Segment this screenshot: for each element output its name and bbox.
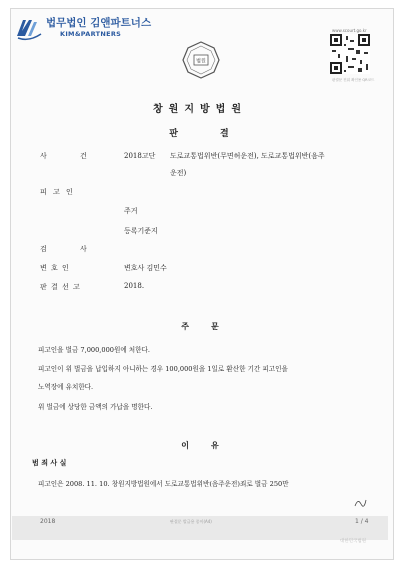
case-name-line2: 운전) (170, 169, 187, 177)
qr-url: www.scourt.go.kr (332, 28, 367, 33)
footer-page-number: 1 / 4 (355, 518, 369, 525)
case-name-line1: 도로교통법위반(무면허운전), 도로교통법위반(음주 (170, 152, 325, 160)
seal-text: 법원 (196, 58, 206, 65)
court-name: 창원지방법원 (153, 104, 247, 115)
registry-label: 등록기준지 (124, 227, 158, 235)
firm-name-en: KIM&PARTNERS (60, 30, 122, 38)
reasons-heading-right: 유 (211, 440, 219, 450)
firm-name-kr: 법무법인 김앤파트너스 (46, 17, 152, 29)
prosecutor-label-a: 검 (40, 245, 47, 253)
defendant-label: 피 고 인 (40, 188, 75, 196)
verdict-date-label: 판 결 선 고 (40, 283, 81, 291)
prosecutor-label-b: 사 (80, 245, 87, 253)
order-heading-left: 주 (181, 321, 189, 331)
firm-logo-icon (14, 14, 44, 42)
reasons-heading (0, 440, 400, 451)
qr-caption: 판결문 진위 확인용 QR코드 (332, 78, 375, 82)
court-seal-icon (181, 40, 221, 80)
footer-paper-note: 판결문 발급용 종이(A4) (170, 519, 212, 524)
verdict-date-value: 2018. (124, 282, 145, 290)
reasons-heading-left: 이 (181, 440, 189, 450)
footer-case-year: 2018 (40, 518, 56, 525)
title-right: 결 (220, 129, 231, 139)
order-line-1: 피고인을 벌금 7,000,000원에 처한다. (38, 346, 151, 354)
order-line-3: 노역장에 유치한다. (38, 383, 94, 391)
document-title (0, 126, 400, 139)
firm-logo (14, 14, 164, 44)
facts-line-1: 피고인은 2008. 11. 10. 창원지방법원에서 도로교통법위반(음주운전)죄로 벌금 250만 (38, 480, 289, 488)
address-label: 주거 (124, 207, 138, 215)
order-heading-right: 문 (211, 321, 219, 331)
case-label-b: 건 (80, 152, 87, 160)
order-line-4: 위 벌금에 상당한 금액의 가납을 명한다. (38, 403, 153, 411)
handwritten-mark-icon (353, 496, 367, 510)
order-heading (0, 321, 400, 332)
title-left: 판 (169, 129, 180, 139)
counsel-value: 변호사 김민수 (124, 264, 167, 272)
case-number: 2018고단 (124, 152, 156, 160)
qr-code-icon (330, 34, 370, 74)
footer-court-watermark: 대한민국법원 (340, 539, 367, 544)
facts-heading: 범 죄 사 실 (32, 458, 67, 467)
counsel-label: 변 호 인 (40, 264, 70, 272)
case-label-a: 사 (40, 152, 47, 160)
order-line-2: 피고인이 위 벌금을 납입하지 아니하는 경우 100,000원을 1일로 환산한 기간 피고인을 (38, 365, 288, 373)
